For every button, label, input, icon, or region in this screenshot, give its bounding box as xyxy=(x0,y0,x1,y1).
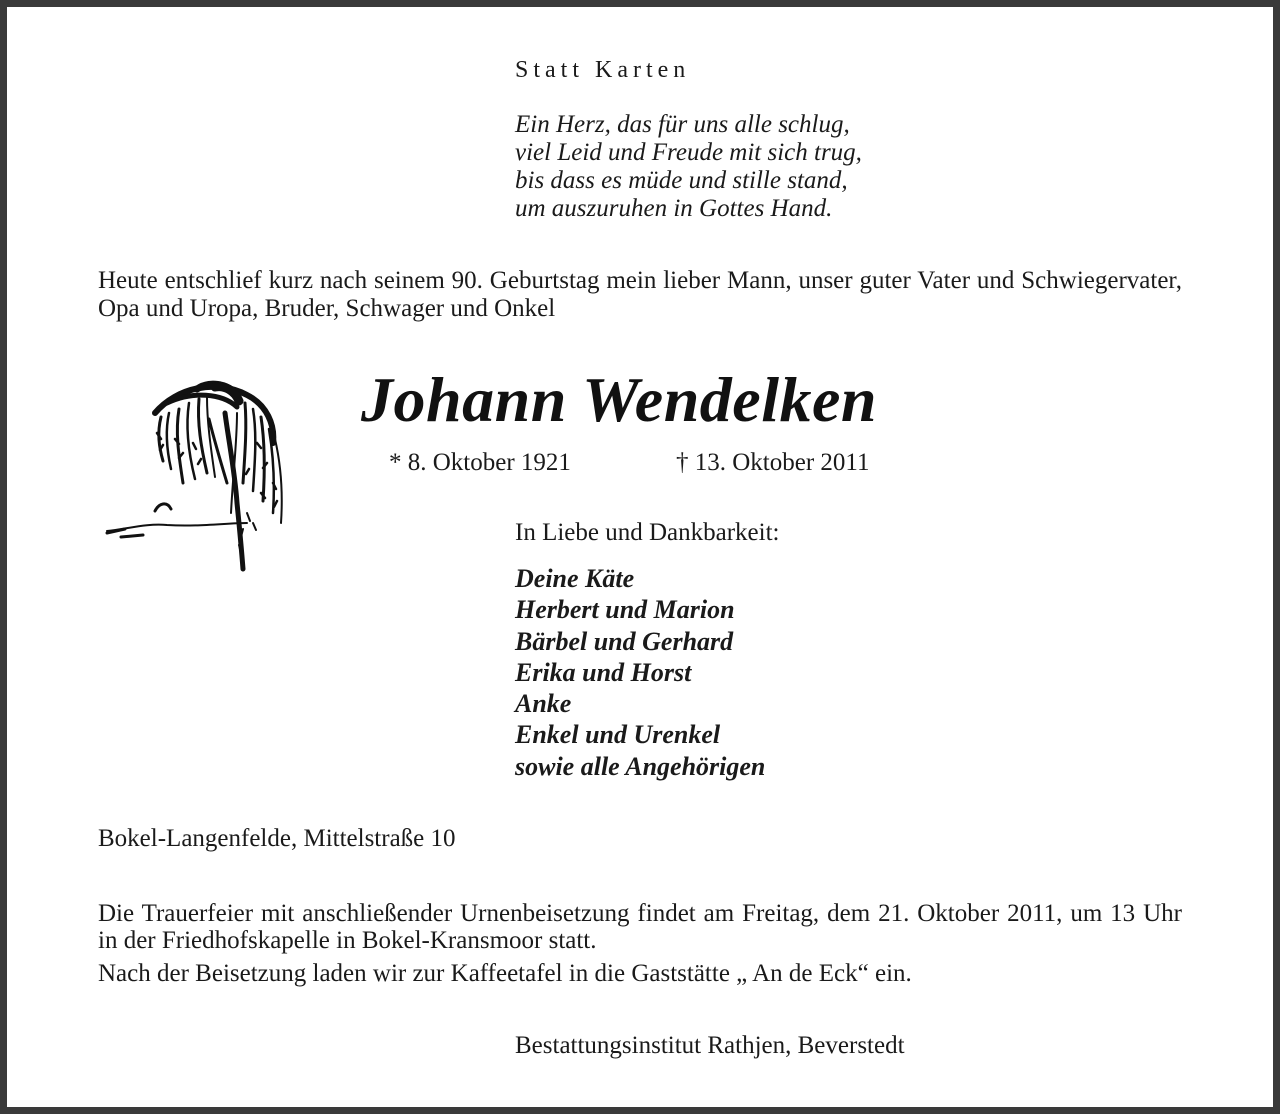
birth-date: * 8. Oktober 1921 xyxy=(389,449,571,476)
mourner: Herbert und Marion xyxy=(515,595,735,625)
mourner: Deine Käte xyxy=(515,564,635,593)
mourner: Anke xyxy=(515,689,572,719)
death-date: † 13. Oktober 2011 xyxy=(676,449,870,476)
intro-paragraph: Heute entschlief kurz nach seinem 90. Geburtstag mein lieber Mann, unser guter Vater und Schwiegervater, Opa und Uropa, Bruder, Schwager und Onkel xyxy=(98,267,1182,322)
mourner: Enkel und Urenkel xyxy=(515,720,721,750)
family-address: Bokel-Langenfelde, Mittelstraße 10 xyxy=(98,825,456,852)
deceased-name: Johann Wendelken xyxy=(361,364,877,435)
mourner: sowie alle Angehörigen xyxy=(515,751,766,781)
coffee-invitation: Nach der Beisetzung laden wir zur Kaffeetafel in die Gaststätte „ An de Eck“ ein. xyxy=(98,960,912,987)
poem-line: um auszuruhen in Gottes Hand. xyxy=(515,195,833,222)
poem-line: Ein Herz, das für uns alle schlug, xyxy=(515,111,850,138)
mourners-list xyxy=(515,563,765,782)
weeping-willow-icon xyxy=(97,373,317,579)
mourner: Bärbel und Gerhard xyxy=(515,626,734,656)
love-line: In Liebe und Dankbarkeit: xyxy=(515,519,780,546)
poem-line: viel Leid und Freude mit sich trug, xyxy=(515,139,862,166)
mourner: Erika und Horst xyxy=(515,657,692,687)
ceremony-paragraph: Die Trauerfeier mit anschließender Urnenbeisetzung findet am Freitag, dem 21. Oktober 2011, um 13 Uhr in der Friedhofskapelle in Bokel-Kransmoor statt. xyxy=(98,900,1182,954)
poem-line: bis dass es müde und stille stand, xyxy=(515,167,848,194)
poem xyxy=(515,111,862,223)
header-statt-karten: Statt Karten xyxy=(515,57,691,83)
obituary-notice xyxy=(7,7,1273,1107)
undertaker: Bestattungsinstitut Rathjen, Beverstedt xyxy=(515,1032,905,1059)
